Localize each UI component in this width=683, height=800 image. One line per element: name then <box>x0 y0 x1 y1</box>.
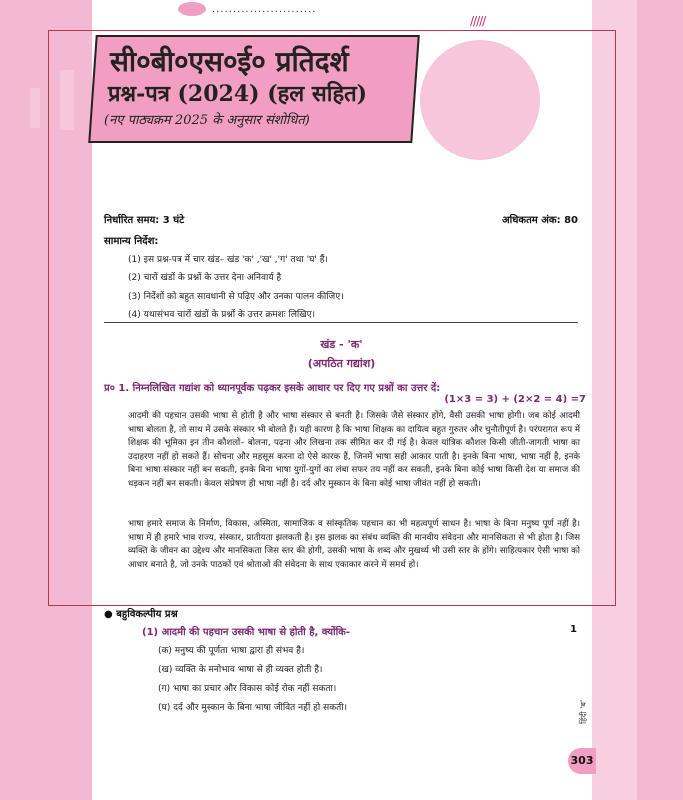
time-limit: निर्धारित समय: 3 घंटे <box>104 215 185 226</box>
deco-bar <box>60 70 74 130</box>
deco-dots: ......................... <box>212 4 317 15</box>
instruction-item: (4) यथासंभव चारों खंडों के प्रश्नों के उत्तर क्रमशः लिखिए। <box>128 310 315 320</box>
deco-pill <box>178 2 206 16</box>
general-instructions-heading: सामान्य निर्देश: <box>104 236 159 247</box>
max-marks: अधिकतम अंक: 80 <box>502 215 578 226</box>
instruction-item: (1) इस प्रश्न-पत्र में चार खंड– खंड 'क' ,'ख' ,'ग' तथा 'घ' हैं। <box>128 255 328 265</box>
mcq-option: (घ) दर्द और मुस्कान के बिना भाषा जीवित नहीं हो सकती। <box>158 703 347 713</box>
side-label: हिंदी 'ब' <box>579 699 588 724</box>
page-note: (नए पाठ्यक्रम 2025 के अनुसार संशोधित) <box>104 113 310 128</box>
divider <box>104 322 578 323</box>
passage-paragraph-1: आदमी की पहचान उसकी भाषा से होती है और भाषा संस्कार से बनती है। जिसके जैसे संस्कार होंगे, वैसी उसकी भाषा होगी। जब कोई आदमी भाषा बोलता है, तो साथ में उसके संस्कार भी बोलते हैं। यही कारण है कि भाषा शिक्षक का दायित्व बहुत गुरुतर और चुनौतीपूर्ण है। परंपरागत रूप में शिक्षक की भूमिका इन तीन कौशलों– बोलना, पढ़ना और लिखना तक सीमित कर दी गई है। केवल यांत्रिक कौशल किसी जीती-जागती भाषा का उदाहरण नहीं हो सकते हैं। सोचना और महसूस करना दो ऐसे कारक हैं, जिनमें भाषा सही आकार पाती है। इनके बिना भाषा, भाषा नहीं है, इनके बिना भाषा संस्कार नहीं बन सकती, इनके बिना भाषा युगों-युगों का लंबा सफर तय नहीं कर सकती, इनके बिना कोई भाषा किसी देश या समाज की धड़कन नहीं बन सकती। केवल संप्रेषण ही भाषा नहीं है। दर्द और मुस्कान के बिना कोई भाषा जीवंत नहीं हो सकती। <box>128 411 580 489</box>
left-margin-band <box>0 0 92 800</box>
right-margin-inner-band <box>592 0 637 800</box>
instruction-item: (3) निर्देशों को बहुत सावधानी से पढ़िए और उनका पालन कीजिए। <box>128 292 344 302</box>
exam-meta <box>104 212 578 226</box>
mcq-option: (ग) भाषा का प्रचार और विकास कोई रोक नहीं सकता। <box>158 684 337 694</box>
page-number: 303 <box>568 748 596 774</box>
page-title: सी०बी०एस०ई० प्रतिदर्श <box>110 45 349 78</box>
deco-stripes: ///// <box>470 14 486 28</box>
deco-circle <box>420 40 540 160</box>
page-subtitle: प्रश्न-पत्र (2024) (हल सहित) <box>108 81 368 107</box>
section-subtitle: (अपठित गद्यांश) <box>307 357 376 370</box>
mcq-option: (क) मनुष्य की पूर्णता भाषा द्वारा ही संभव है। <box>158 646 305 656</box>
mcq-option: (ख) व्यक्ति के मनोभाव भाषा से ही व्यक्त होती है। <box>158 665 323 675</box>
mcq-heading: ● बहुविकल्पीय प्रश्न <box>104 609 178 620</box>
question-1-marks: (1×3 = 3) + (2×2 = 4) =7 <box>444 394 586 405</box>
deco-bar <box>30 88 40 128</box>
section-title: खंड - 'क' <box>320 338 363 351</box>
passage-paragraph-2: भाषा हमारे समाज के निर्माण, विकास, अस्मिता, सामाजिक व सांस्कृतिक पहचान का भी महत्वपूर्ण साधन है। भाषा के बिना मनुष्य पूर्ण नहीं है। भाषा में ही हमारे भाव राज्य, संस्कार, प्रातीयता झलकती है। इस झलक का संबंध व्यक्ति की मानवीय संवेदना और मानसिकता से भी होता है। जिस व्यक्ति के जीवन का उद्देश्य और मानसिकता जिस स्तर की होगी, उसकी भाषा के शब्द और मुखर्थ्य भी उसी स्तर के होंगे। साहित्यकार ऐसी भाषा को आधार बनाते है, जो उनके पाठकों एवं श्रोताओं की संवेदना के साथ एकाकार करने में समर्थ हो। <box>128 519 580 570</box>
mcq-question: (1) आदमी की पहचान उसकी भाषा से होती है, क्योंकि- <box>142 627 351 638</box>
instruction-item: (2) चारों खंडों के प्रश्नों के उत्तर देना अनिवार्य है <box>128 273 282 283</box>
question-1: प्र० 1. निम्नलिखित गद्यांश को ध्यानपूर्वक पढ़कर इसके आधार पर दिए गए प्रश्नों का उत्तर दें: <box>104 383 441 394</box>
mcq-question-marks: 1 <box>570 624 577 635</box>
